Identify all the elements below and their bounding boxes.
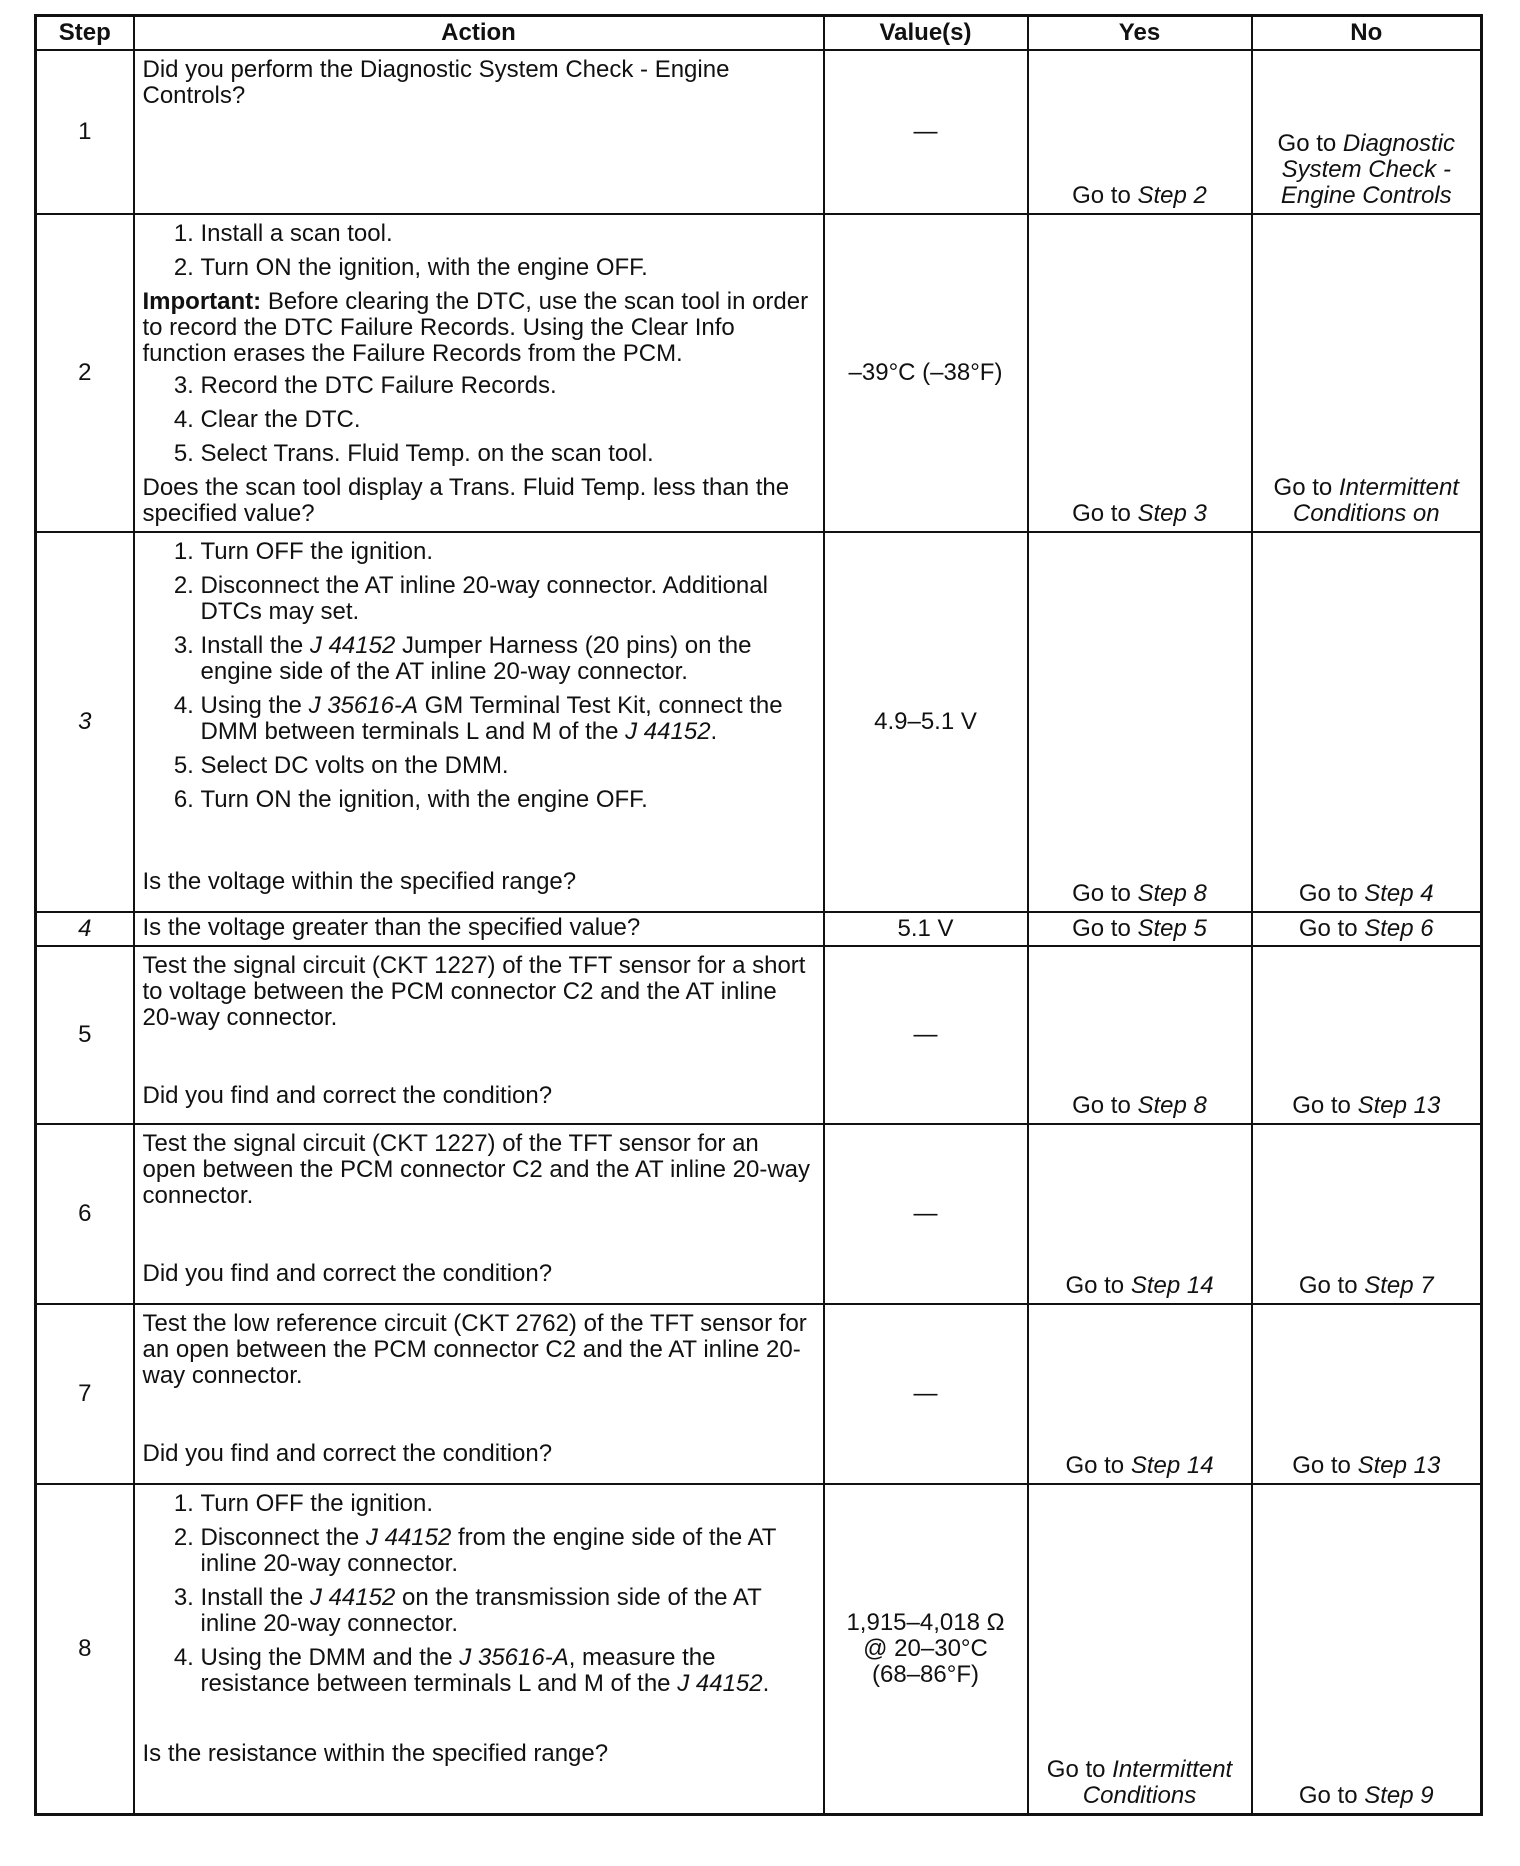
list-item: 6. Turn ON the ignition, with the engine OFF. [201,787,817,813]
value-line: (68–86°F) [872,1660,979,1688]
list-item: 1. Turn OFF the ignition. [201,1491,817,1517]
action-cell [134,50,824,214]
table-row [36,50,1482,214]
no-prefix: Go to [1273,474,1339,501]
important-note [143,289,817,367]
yes-cell[interactable] [1028,912,1252,946]
table-row [36,946,1482,1124]
value-line: 1,915–4,018 Ω [846,1608,1005,1636]
no-prefix: Go to [1277,130,1343,157]
item-text: Using the [200,692,309,719]
item-text: Disconnect the [200,1524,366,1551]
yes-prefix: Go to [1072,1092,1138,1119]
yes-target-link[interactable]: Step 8 [1137,880,1207,907]
no-target-link[interactable]: Step 9 [1364,1781,1434,1809]
no-target-link[interactable]: Step 4 [1364,880,1434,907]
yes-prefix: Go to [1065,1272,1131,1299]
value-cell: — [824,50,1028,214]
table-row [36,214,1482,532]
no-prefix: Go to [1292,1452,1358,1479]
action-list [143,373,817,467]
value-line: @ 20–30°C [863,1634,988,1662]
value-cell [824,1484,1028,1814]
header-yes: Yes [1028,16,1252,51]
action-list [143,539,817,813]
item-text: Using the DMM and the [200,1644,460,1671]
yes-cell[interactable] [1028,946,1252,1124]
no-prefix: Go to [1298,880,1365,907]
action-cell [134,532,824,912]
yes-prefix: Go to [1046,1755,1113,1783]
action-question: Is the resistance within the specified range? [142,1740,609,1767]
yes-cell[interactable] [1028,50,1252,214]
list-item: 1. Install a scan tool. [201,221,817,247]
yes-target-link[interactable]: Step 8 [1137,1092,1207,1119]
item-text: . [762,1670,770,1697]
list-item: 2. Disconnect the AT inline 20-way connector. Additional DTCs may set. [201,573,817,625]
no-target-link[interactable]: Intermittent Conditions on [1292,474,1459,527]
item-text: on the transmission side of the AT inline 20-way connector. [200,1584,762,1637]
no-cell[interactable] [1252,532,1482,912]
important-text: Before clearing the DTC, use the scan tool in order to record the DTC Failure Records. Using the Clear Info function erases the Failure Records from the PCM. [142,288,809,367]
value-cell: 4.9–5.1 V [824,532,1028,912]
list-item [201,1585,817,1637]
table-row [36,532,1482,912]
item-text: , measure the resistance between terminals L and M of the [200,1644,716,1697]
value-cell: 5.1 V [824,912,1028,946]
step-number: 7 [36,1304,134,1484]
item-text: Install the [200,1584,310,1611]
no-prefix: Go to [1292,1092,1358,1119]
action-question: Is the voltage greater than the specified value? [142,914,641,941]
action-question: Did you find and correct the condition? [142,1082,553,1109]
header-values: Value(s) [824,16,1028,51]
no-cell[interactable] [1252,214,1482,532]
step-number: 4 [36,912,134,946]
action-cell [134,214,824,532]
action-question: Did you find and correct the condition? [142,1260,553,1287]
yes-prefix: Go to [1072,500,1138,527]
no-cell[interactable] [1252,946,1482,1124]
yes-cell[interactable] [1028,1304,1252,1484]
item-text: GM Terminal Test Kit, connect the DMM between terminals L and M of the [200,692,783,745]
yes-target-link[interactable]: Step 14 [1130,1272,1214,1299]
list-item [201,1645,817,1697]
yes-cell[interactable] [1028,214,1252,532]
yes-cell[interactable] [1028,1484,1252,1814]
list-item [201,633,817,685]
no-target-link[interactable]: Step 6 [1364,915,1434,942]
yes-target-link[interactable]: Step 2 [1137,182,1207,209]
no-target-link[interactable]: Step 13 [1357,1092,1441,1119]
yes-cell[interactable] [1028,532,1252,912]
diagnostic-page [34,14,1480,1816]
tool-ref: J 44152 [625,718,711,745]
no-cell[interactable] [1252,1124,1482,1304]
yes-target-link[interactable]: Intermittent Conditions [1082,1755,1233,1809]
tool-ref: J 44152 [365,1524,452,1551]
action-text: Test the low reference circuit (CKT 2762) of the TFT sensor for an open between the PCM connector C2 and the AT inline 20-way connector. [142,1310,807,1389]
action-cell [134,912,824,946]
no-prefix: Go to [1298,1781,1365,1809]
header-no: No [1252,16,1482,51]
table-row [36,912,1482,946]
step-number: 3 [36,532,134,912]
yes-prefix: Go to [1072,182,1138,209]
action-text: Test the signal circuit (CKT 1227) of the TFT sensor for an open between the PCM connector C2 and the AT inline 20-way connector. [142,1130,811,1209]
yes-target-link[interactable]: Step 5 [1137,915,1207,942]
item-text: Install the [200,632,310,659]
step-number: 8 [36,1484,134,1814]
no-prefix: Go to [1298,915,1365,942]
header-action: Action [134,16,824,51]
table-row [36,1124,1482,1304]
yes-target-link[interactable]: Step 3 [1137,500,1207,527]
tool-ref: J 35616-A [459,1644,569,1671]
list-item [201,693,817,745]
value-cell: — [824,946,1028,1124]
header-step: Step [36,16,134,51]
yes-prefix: Go to [1072,915,1138,942]
no-target-link[interactable]: Diagnostic System Check - Engine Controls [1280,130,1455,209]
step-number: 2 [36,214,134,532]
tool-ref: J 35616-A [308,692,418,719]
tool-ref: J 44152 [309,632,396,659]
action-question: Did you find and correct the condition? [142,1440,553,1467]
step-number: 1 [36,50,134,214]
action-cell [134,1484,824,1814]
no-cell[interactable] [1252,1484,1482,1814]
diagnostic-table [34,14,1483,1816]
item-text: . [710,718,718,745]
important-label: Important: [142,288,262,315]
list-item [201,1525,817,1577]
action-list [143,1491,817,1697]
list-item: 1. Turn OFF the ignition. [201,539,817,565]
list-item: 4. Clear the DTC. [201,407,817,433]
item-text: from the engine side of the AT inline 20-way connector. [200,1524,776,1577]
list-item: 2. Turn ON the ignition, with the engine OFF. [201,255,817,281]
action-cell [134,1124,824,1304]
value-cell: –39°C (–38°F) [824,214,1028,532]
action-text: Test the signal circuit (CKT 1227) of the TFT sensor for a short to voltage between the PCM connector C2 and the AT inline 20-way connector. [142,952,806,1031]
item-text: Jumper Harness (20 pins) on the engine side of the AT inline 20-way connector. [200,632,752,685]
step-number: 5 [36,946,134,1124]
no-target-link[interactable]: Step 13 [1357,1452,1441,1479]
list-item: 5. Select DC volts on the DMM. [201,753,817,779]
value-cell: — [824,1304,1028,1484]
table-row [36,1304,1482,1484]
action-list [143,221,817,281]
no-cell[interactable] [1252,1304,1482,1484]
yes-cell[interactable] [1028,1124,1252,1304]
no-cell[interactable] [1252,50,1482,214]
yes-prefix: Go to [1072,880,1138,907]
list-item: 5. Select Trans. Fluid Temp. on the scan tool. [201,441,817,467]
action-cell [134,946,824,1124]
yes-target-link[interactable]: Step 14 [1130,1452,1214,1479]
yes-prefix: Go to [1065,1452,1131,1479]
no-prefix: Go to [1298,1272,1365,1299]
tool-ref: J 44152 [677,1670,763,1697]
action-text: Did you perform the Diagnostic System Check - Engine Controls? [142,56,730,109]
action-question: Does the scan tool display a Trans. Fluid Temp. less than the specified value? [142,474,790,527]
table-row [36,1484,1482,1814]
action-cell [134,1304,824,1484]
action-question: Is the voltage within the specified range? [142,868,577,895]
no-cell[interactable] [1252,912,1482,946]
list-item: 3. Record the DTC Failure Records. [201,373,817,399]
step-number: 6 [36,1124,134,1304]
tool-ref: J 44152 [309,1584,396,1611]
header-row [36,16,1482,51]
no-target-link[interactable]: Step 7 [1364,1272,1434,1299]
value-cell: — [824,1124,1028,1304]
